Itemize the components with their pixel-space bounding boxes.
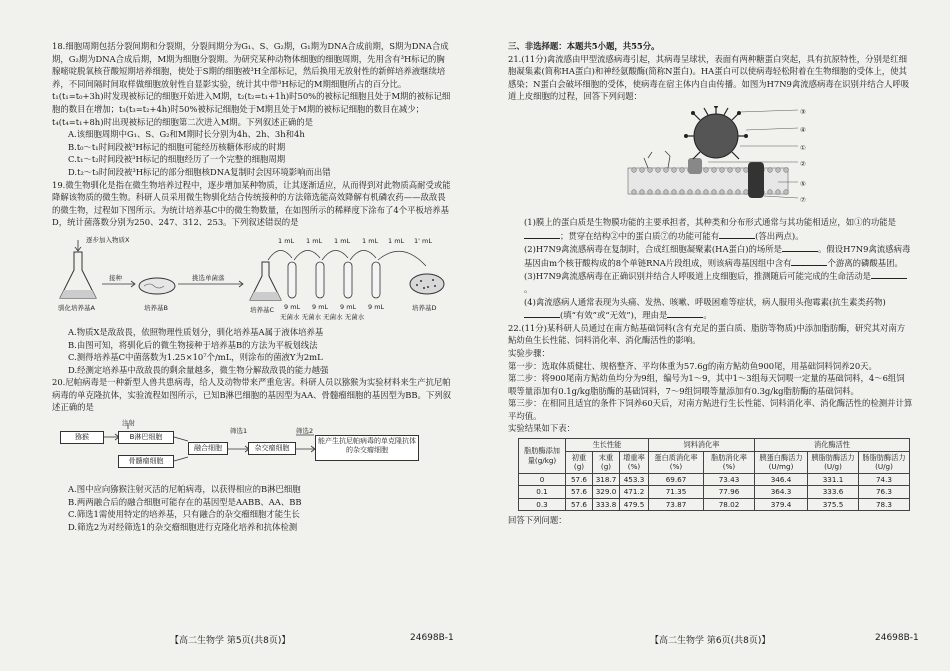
q22-steps-title: 实验步骤： xyxy=(508,347,550,358)
q21-sub3b-text: 。 xyxy=(524,283,533,294)
table-cell: 0.3 xyxy=(519,498,566,511)
q21-sub1-text: (1)膜上的蛋白质是生物膜功能的主要承担者，其种类和分布形式通常与其功能相适应，如①的功能是 xyxy=(524,216,896,227)
q21-figure xyxy=(508,106,913,214)
q19-label-a: 驯化培养基A xyxy=(58,303,95,312)
q22-results-table xyxy=(518,438,910,511)
q21-stem: 21.(11分)禽流感由甲型流感病毒引起，其病毒呈球状，表面有两种糖蛋白突起，具有抗原特性，分别是红细胞凝集素(简称HA蛋白)和神经氨酸酶(简称N蛋白)。HA蛋白可以使病毒轻松附着在生物细胞的受体上，使其感染；N蛋白会破坏细胞的受体，使病毒在宿主体内自由传播。如图为H7N9禽流感病毒在识别并结合人呼吸道上皮细胞的过程，回答下列问题： xyxy=(508,53,910,102)
q19-pick-label: 挑选单菌落 xyxy=(192,273,225,282)
table-cell: 375.5 xyxy=(808,498,859,511)
q19-figure xyxy=(52,232,452,324)
section-heading: 三、非选择题：本题共5小题，共55分。 xyxy=(508,41,660,51)
q19-ml-4: 1 mL xyxy=(362,236,379,245)
table-cell: 73.43 xyxy=(704,473,755,486)
q18-option-c: C.t₁～t₂时间段被³H标记的细胞经历了一个完整的细胞周期 xyxy=(68,154,286,165)
table-cell: 73.87 xyxy=(649,498,704,511)
q21-sub1b-text: ；贯穿在结构②中的蛋白质⑦的功能可能有 xyxy=(560,230,720,241)
table-row xyxy=(519,473,910,486)
q22-step1: 第一步：选取体质健壮、规格整齐、平均体重为57.6g的南方鲇幼鱼900尾，用基础饲料饲养20天。 xyxy=(508,360,877,371)
right-footer-code: 24698B-1 xyxy=(875,633,919,643)
q18-stem: 18.细胞周期包括分裂间期和分裂期，分裂间期分为G₁、S、G₂期，G₁期为DNA合成前期，S期为DNA合成期，G₂期为DNA合成后期，M期为细胞分裂期。为研究某种动物体细胞的细胞周期，先用含有³H标记的胸腺嘧啶脱氧核苷酸短期培养细胞，使处于S期的细胞被³H全部标记，然后换用无放射性的新鲜培养液继续培养，不同间隔时间取样做细胞放射性自显影实验，统计其中带³H标记的M期细胞所占的百分比。t₁(t₁=t₀+3h)时发现被标记的细胞开始进入M期，t₂(t₂=t₁+1h)时50%的被标记细胞且处于M期的被标记细胞的数目在增加；t₃(t₃=t₂+4h)时50%被标记细胞处于M期且处于M期的被标记细胞的数目在减少；t₄(t₄=t₁+8h)时出现被标记的细胞第二次进入M期。下列叙述正确的是 xyxy=(52,41,451,127)
q19-option-d: D.经测定培养基中敌敌畏的剩余量越多，微生物分解敌敌畏的能力越强 xyxy=(68,364,329,375)
q20-box-hybrid: 杂交瘤细胞 xyxy=(248,442,296,455)
sub-header: 末重(g) xyxy=(593,451,620,473)
q19-water-2: 9 mL xyxy=(312,302,329,311)
sub-header: 脂肪消化率(%) xyxy=(704,451,755,473)
q20-option-c: C.筛选1需使用特定的培养基，只有融合的杂交瘤细胞才能生长 xyxy=(68,509,300,520)
answer-blank[interactable] xyxy=(782,242,818,252)
q21-figure-drawing xyxy=(508,106,913,214)
q20-screen1-label: 筛选1 xyxy=(230,427,248,436)
table-cell: 329.0 xyxy=(593,486,620,499)
q22-stem: 22.(11分)某科研人员通过在南方鲇基础饲料(含有充足的蛋白质、脂肪等物质)中添加脂肪酶，研究其对南方鲇幼鱼生长性能、饲料消化率、消化酶活性的影响。 xyxy=(508,322,906,346)
q19-ml-5: 1 mL xyxy=(388,236,405,245)
answer-blank[interactable] xyxy=(871,269,907,279)
table-cell: 379.4 xyxy=(755,498,808,511)
left-footer-title: 【高二生物学 第5页(共8页)】 xyxy=(170,636,291,646)
table-row xyxy=(519,486,910,499)
sub-header: 肠脂肪酶活力(U/g) xyxy=(859,451,910,473)
receptor-protein xyxy=(688,158,702,174)
group-header-growth: 生长性能 xyxy=(566,439,649,452)
q21-sub2 xyxy=(508,242,913,269)
answer-blank[interactable] xyxy=(791,256,827,266)
q22-answer-prompt: 回答下列问题： xyxy=(508,515,567,526)
sub-header: 蛋白质消化率(%) xyxy=(649,451,704,473)
fig-label-3: ③ xyxy=(800,107,806,116)
q19-water-3: 9 mL xyxy=(340,302,357,311)
fig-label-5: ⑤ xyxy=(800,179,806,188)
q20-box-final: 能产生抗尼帕病毒的单克隆抗体的杂交瘤细胞 xyxy=(315,435,419,461)
table-cell: 479.5 xyxy=(620,498,649,511)
q20-option-b: B.两两融合后的融合细胞可能存在的基因型是AABB、AA、BB xyxy=(68,496,302,507)
tube-3 xyxy=(344,262,352,298)
table-cell: 471.2 xyxy=(620,486,649,499)
left-column xyxy=(52,40,452,533)
table-cell: 71.35 xyxy=(649,486,704,499)
group-header-digestibility: 饲料消化率 xyxy=(649,439,755,452)
q21-sub4-text: (4)禽流感病人通常表现为头痛、发热、咳嗽、呼吸困难等症状，病人服用头孢霉素(抗生素类药物) xyxy=(524,296,886,307)
table-cell: 78.3 xyxy=(859,498,910,511)
q19-stem: 19.微生物驯化是指在微生物培养过程中，逐步增加某种物质，让其逐渐适应，从而得到对此物质高耐受或能降解该物质的微生物。科研人员采用微生物驯化结合传统接种的方法筛选能高效降解有机磷农药——敌敌畏的微生物，过程如下图所示。为统计培养基C中的微生物数量，在如图所示的稀释度下涂布了4个平板培养基D，统计菌落数分别为250、247、312、253。下列叙述错误的是 xyxy=(52,179,451,228)
table-row xyxy=(519,498,910,511)
q21-sub3 xyxy=(508,269,913,295)
table-cell: 333.8 xyxy=(593,498,620,511)
right-footer-title: 【高二生物学 第6页(共8页)】 xyxy=(650,636,771,646)
fig-label-4: ④ xyxy=(800,125,806,134)
q18-option-a: A.该细胞周期中G₁、S、G₂和M期时长分别为4h、2h、3h和4h xyxy=(68,129,305,140)
q19-ml-1: 1 mL xyxy=(278,236,295,245)
sub-header: 胰蛋白酶活力(U/mg) xyxy=(755,451,808,473)
table-cell: 0.1 xyxy=(519,486,566,499)
table-cell: 318.7 xyxy=(593,473,620,486)
table-cell: 364.3 xyxy=(755,486,808,499)
q19-ml-2: 1 mL xyxy=(306,236,323,245)
q21-sub2-text: (2)H7N9禽流感病毒在复制时，合成红细胞凝聚素(HA蛋白)的场所是 xyxy=(524,244,783,255)
q20-box-bcell: B淋巴细胞 xyxy=(118,431,174,444)
q19-ml-6: 1' mL xyxy=(414,236,432,245)
table-cell: 57.6 xyxy=(566,486,593,499)
table-cell: 57.6 xyxy=(566,498,593,511)
table-cell: 77.96 xyxy=(704,486,755,499)
answer-blank[interactable] xyxy=(667,308,703,318)
table-cell: 331.1 xyxy=(808,473,859,486)
table-cell: 69.67 xyxy=(649,473,704,486)
q21-sub2c-text: 个游离的磷酸基团。 xyxy=(827,257,903,268)
q19-option-a: A.物质X是敌敌畏，依照物理性质划分，驯化培养基A属于液体培养基 xyxy=(68,326,324,337)
q19-option-b: B.由图可知，将驯化后的微生物接种于培养基B的方法为平板划线法 xyxy=(68,339,318,350)
q22-step2: 第二步：将900尾南方鲇幼鱼均分为9组，编号为1～9，其中1～3组每天饲喂一定量的基础饲料，4～6组饲喂等量添加有0.1g/kg脂肪酶的基础饲料，7～9组饲喂等量添加有0.3g/kg脂肪酶的基础饲料。 xyxy=(508,373,905,396)
q20-screen2-label: 筛选2 xyxy=(296,427,314,436)
answer-blank[interactable] xyxy=(524,308,560,318)
tube-4 xyxy=(372,262,380,298)
q19-water-4: 9 mL xyxy=(368,302,385,311)
q20-figure xyxy=(52,417,452,481)
left-footer-code: 24698B-1 xyxy=(410,633,454,643)
q20-box-myeloma: 骨髓瘤细胞 xyxy=(118,455,174,468)
tube-2 xyxy=(316,262,324,298)
q19-sterile-water: 无菌水 无菌水 无菌水 无菌水 xyxy=(280,312,365,321)
table-cell: 346.4 xyxy=(755,473,808,486)
q21-sub1 xyxy=(508,216,913,242)
q20-inject-label: 注射 xyxy=(122,419,135,428)
q20-stem: 20.尼帕病毒是一种新型人兽共患病毒，给人及动物带来严重危害。科研人员以猕猴为实验材料来生产抗尼帕病毒的单克隆抗体，实验流程如图所示，已知B淋巴细胞的基因型为AA、骨髓瘤细胞的基因型为BB。下列叙述正确的是 xyxy=(52,377,452,413)
table-cell: 76.3 xyxy=(859,486,910,499)
group-header-enzyme: 消化酶活性 xyxy=(755,439,910,452)
table-cell: 0 xyxy=(519,473,566,486)
right-column xyxy=(508,40,913,527)
tube-1 xyxy=(288,262,296,298)
q19-option-c: C.测得培养基C中菌落数为1.25×10⁷个/mL，则涂布的菌液Y为2mL xyxy=(68,352,323,363)
q20-box-monkey: 猕猴 xyxy=(60,431,104,444)
q18-option-d: D.t₂～t₃时间段被³H标记的部分细胞核DNA复制时会因环境影响而出错 xyxy=(68,166,331,177)
q21-sub4c-text: 。 xyxy=(703,310,712,321)
sub-header: 增重率(%) xyxy=(620,451,649,473)
q21-sub4 xyxy=(508,296,913,322)
answer-blank[interactable] xyxy=(524,229,560,239)
q20-option-d: D.筛选2为对经筛选1的杂交瘤细胞进行克隆化培养和抗体检测 xyxy=(68,521,298,532)
q21-sub2b-text: 。假设H7N9禽流感病毒基因由m个核苷酸构成的8个单链RNA片段组成，则该病毒基因组中含有 xyxy=(524,244,911,268)
fig-label-7: ⑦ xyxy=(800,195,806,204)
table-cell: 453.3 xyxy=(620,473,649,486)
right-page xyxy=(475,0,950,671)
table-cell: 333.6 xyxy=(808,486,859,499)
membrane-bilayer xyxy=(628,168,788,195)
q19-label-b: 培养基B xyxy=(144,303,168,312)
q22-result-intro: 实验结果如下表： xyxy=(508,423,575,434)
fig-label-1: ① xyxy=(800,143,806,152)
q19-ml-3: 1 mL xyxy=(334,236,351,245)
sub-header: 初重(g) xyxy=(566,451,593,473)
q21-sub4b-text: (填“有效”或“无效”)，理由是 xyxy=(560,310,668,321)
q18-option-b: B.t₀～t₁时间段被³H标记的细胞可能经历核糖体形成的时期 xyxy=(68,141,286,152)
q19-add-x-label: 逐步加入物质X xyxy=(86,235,130,244)
dish-d xyxy=(410,274,444,294)
table-cell: 78.02 xyxy=(704,498,755,511)
protein-7 xyxy=(748,162,764,198)
sub-header: 胰脂肪酶活力(U/g) xyxy=(808,451,859,473)
q20-box-fuse: 融合细胞 xyxy=(188,442,228,455)
q22-step3: 第三步：在相同且适宜的条件下饲养60天后，对南方鲇进行生长性能、饲料消化率、消化酶活性的检测并计算平均值。 xyxy=(508,398,913,421)
virus-particle xyxy=(684,106,748,159)
table-cell: 57.6 xyxy=(566,473,593,486)
table-cell: 74.3 xyxy=(859,473,910,486)
q19-inoculate-label: 接种 xyxy=(109,273,122,282)
q19-label-c: 培养基C xyxy=(250,305,275,314)
fig-label-2: ② xyxy=(800,159,806,168)
q20-option-a: A.图中应向猕猴注射灭活的尼帕病毒，以获得相应的B淋巴细胞 xyxy=(68,484,301,495)
q21-sub1c-text: (答出两点)。 xyxy=(755,230,804,241)
row-header: 脂肪酶添加量(g/kg) xyxy=(519,439,566,474)
q21-sub3-text: (3)H7N9禽流感病毒在正确识别并结合人呼吸道上皮细胞后，推测随后可能完成的生命活动是 xyxy=(524,271,872,282)
q19-water-1: 9 mL xyxy=(284,302,301,311)
answer-blank[interactable] xyxy=(719,229,755,239)
q19-label-d: 培养基D xyxy=(412,303,437,312)
